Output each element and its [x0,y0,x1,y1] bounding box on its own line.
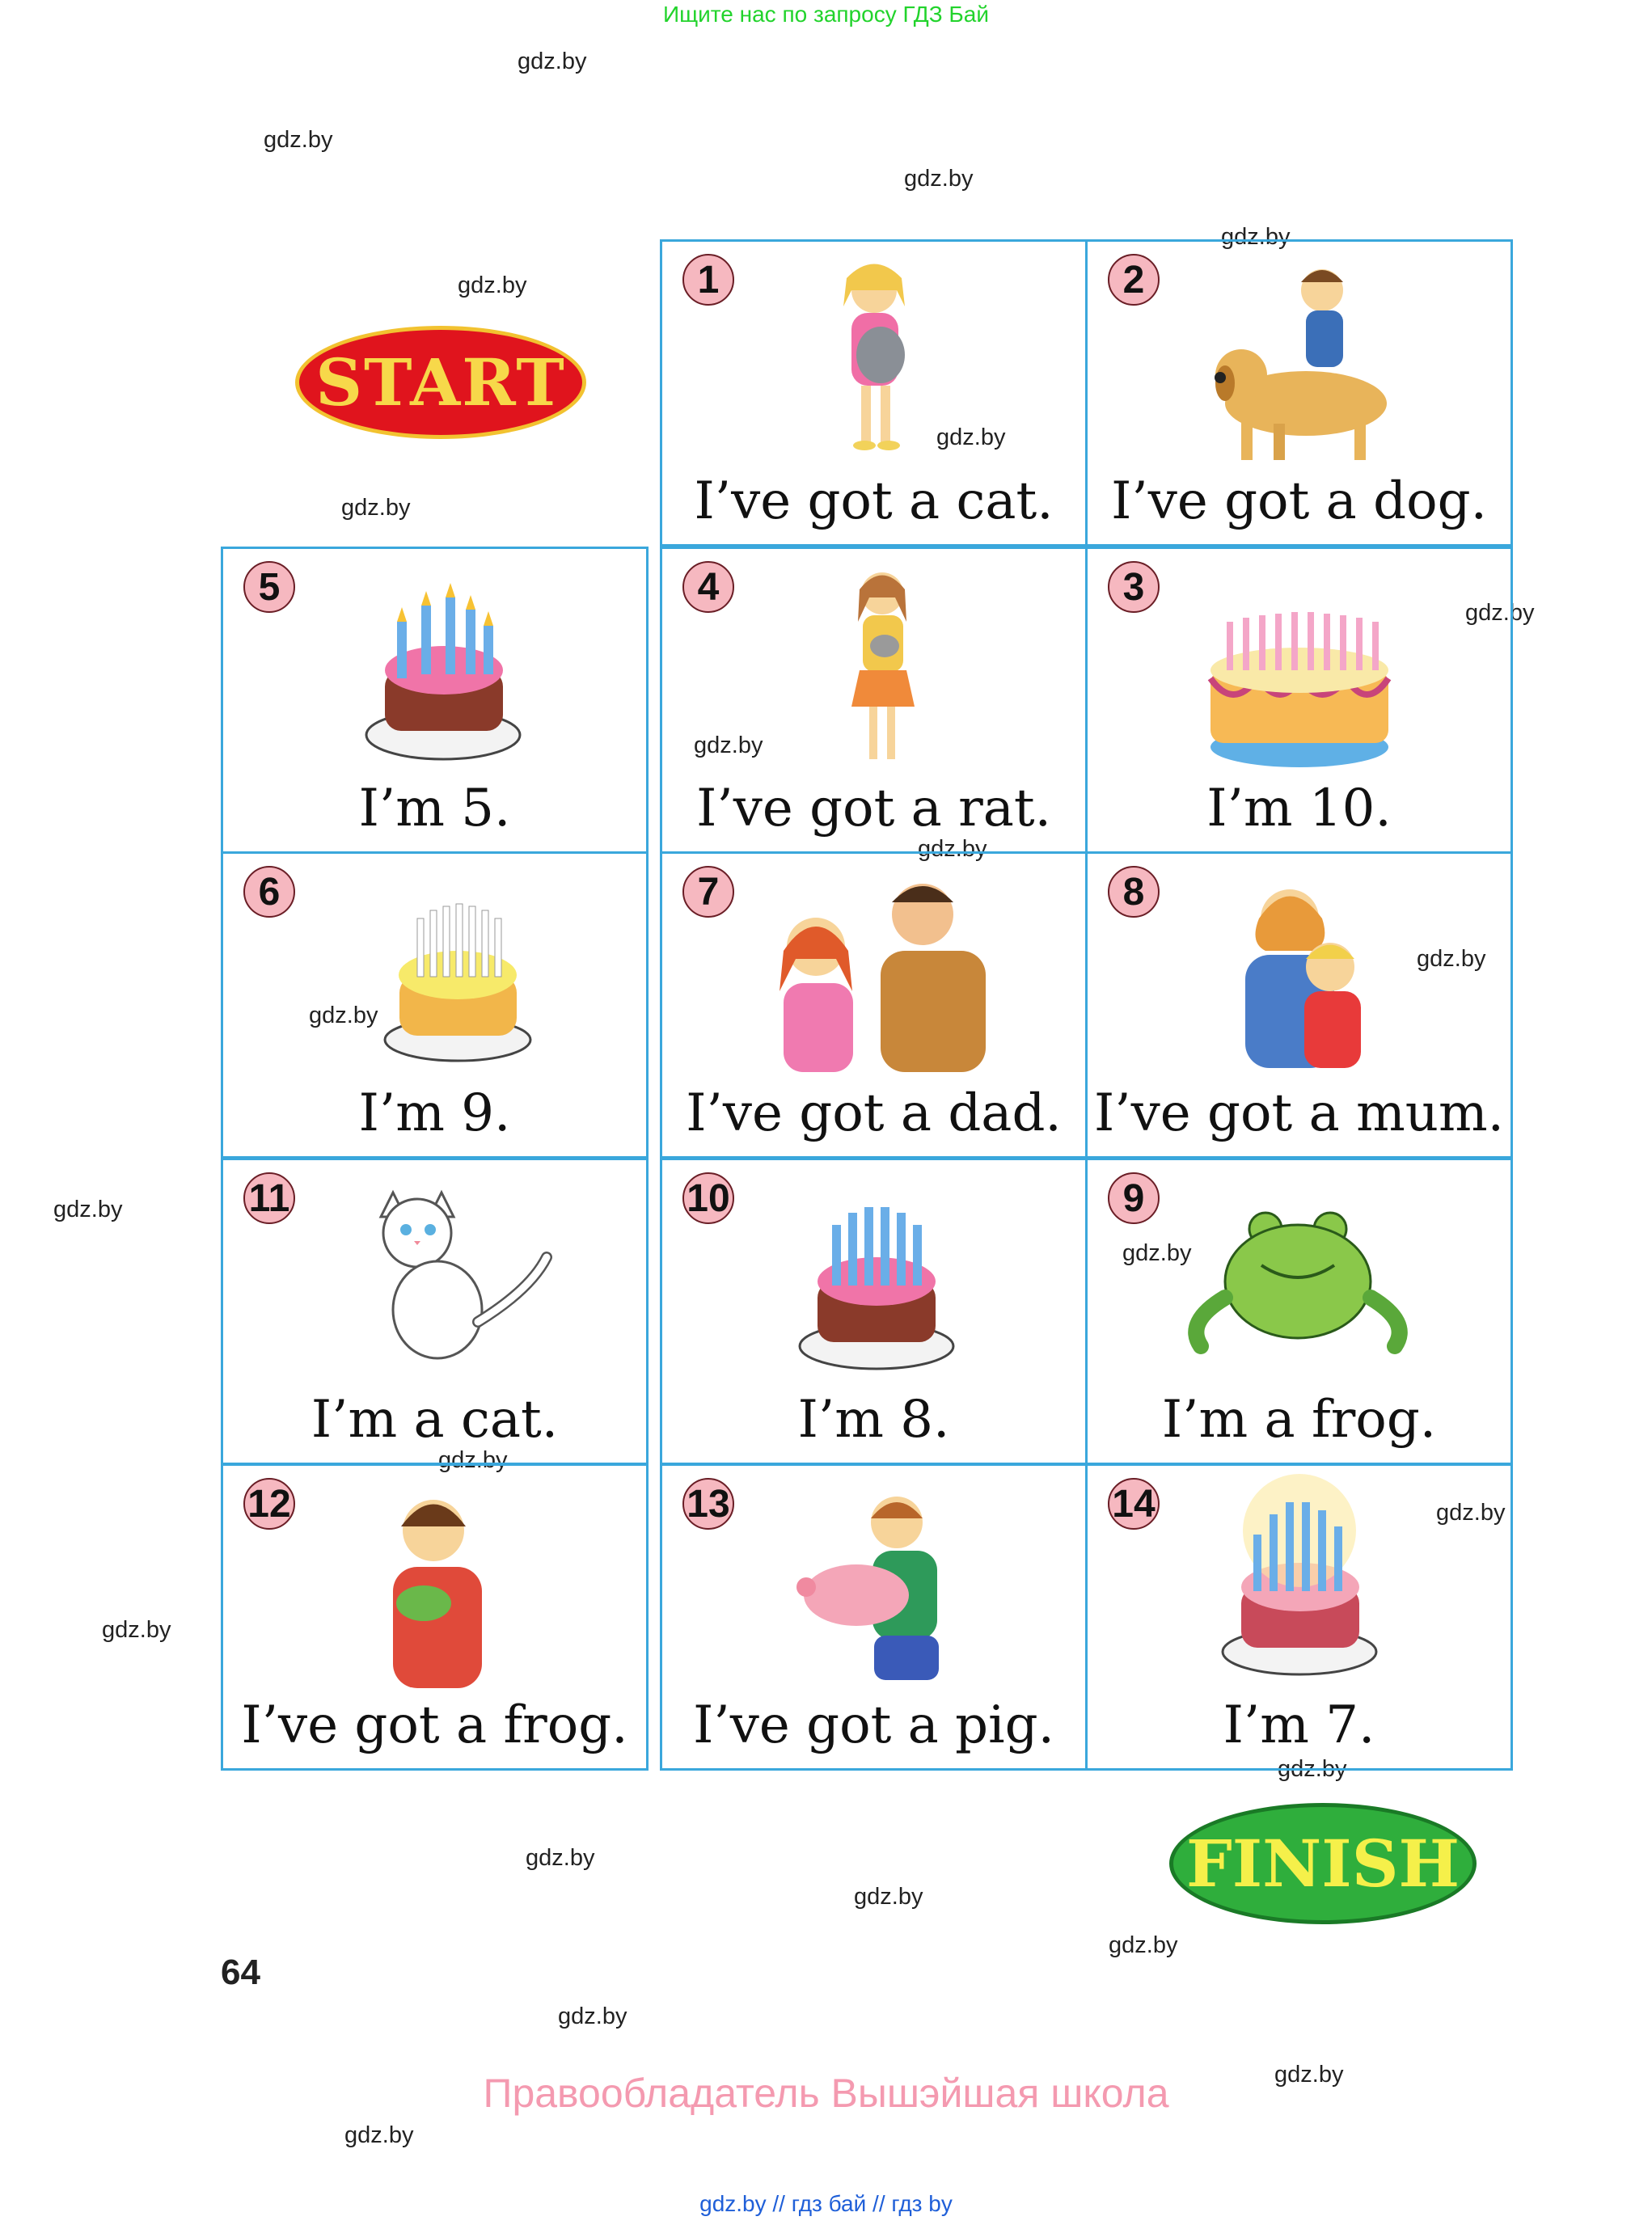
watermark: gdz.by [102,1617,171,1643]
start-oval [295,326,586,439]
top-banner[interactable]: Ищите нас по запросу ГДЗ Бай [662,2,990,27]
cell-number-badge: 7 [682,866,734,918]
start-label: START [315,344,566,420]
cell-10 [660,1158,1088,1465]
footer-links[interactable]: gdz.by // гдз бай // гдз by [699,2191,953,2216]
girl-with-dad-picture [662,854,1090,1096]
watermark: gdz.by [264,127,333,153]
girl-holding-cat-picture [662,242,1090,484]
cell-11 [221,1158,649,1465]
cell-caption: I’ve got a dad. [686,1083,1062,1143]
watermark: gdz.by [558,2003,627,2029]
finish-oval [1169,1803,1477,1924]
page-number: 64 [221,1953,260,1992]
cake-eight-candles-picture [662,1160,1090,1403]
watermark: gdz.by [904,166,974,192]
watermark: gdz.by [1417,946,1486,972]
frog-picture [1088,1160,1515,1403]
cell-caption: I’ve got a pig. [693,1695,1054,1755]
cell-7 [660,851,1088,1159]
cell-caption: I’ve got a mum. [1094,1083,1504,1143]
cake-seven-candles-picture [1088,1466,1515,1708]
cell-caption: I’m 7. [1223,1695,1375,1755]
cell-2 [1085,239,1513,547]
cell-3 [1085,547,1513,854]
cell-caption: I’ve got a dog. [1111,471,1487,531]
watermark: gdz.by [438,1447,508,1473]
watermark: gdz.by [53,1197,123,1222]
boy-with-mum-picture [1088,854,1515,1096]
watermark: gdz.by [1465,600,1535,626]
cell-caption: I’ve got a rat. [696,779,1051,838]
cell-caption: I’m a frog. [1161,1390,1437,1450]
boy-with-dog-picture [1088,242,1515,484]
cake-ten-candles-picture [1088,549,1515,792]
watermark: gdz.by [309,1003,378,1028]
watermark: gdz.by [1274,2062,1344,2088]
boy-holding-frog-picture [223,1466,651,1708]
cell-number-badge: 2 [1108,254,1160,306]
cell-number-badge: 9 [1108,1172,1160,1224]
cell-9 [1085,1158,1513,1465]
cell-number-badge: 11 [243,1172,295,1224]
cell-caption: I’m 8. [797,1390,950,1450]
cell-13 [660,1463,1088,1771]
watermark: gdz.by [936,424,1006,450]
cell-8 [1085,851,1513,1159]
cell-number-badge: 12 [243,1478,295,1530]
cell-number-badge: 4 [682,561,734,613]
girl-holding-rat-picture [662,549,1090,792]
cell-number-badge: 13 [682,1478,734,1530]
watermark: gdz.by [526,1845,595,1871]
watermark: gdz.by [1278,1756,1347,1782]
watermark: gdz.by [918,836,987,862]
cake-nine-candles-picture [223,854,651,1096]
watermark: gdz.by [458,272,527,298]
cell-number-badge: 8 [1108,866,1160,918]
cell-number-badge: 6 [243,866,295,918]
cake-five-candles-picture [223,549,651,792]
rights-holder: Правообладатель Вышэйшая школа [483,2071,1169,2116]
cell-caption: I’m 10. [1206,779,1392,838]
cell-number-badge: 1 [682,254,734,306]
cell-caption: I’m 5. [358,779,511,838]
finish-label: FINISH [1185,1826,1460,1902]
cell-5 [221,547,649,854]
watermark: gdz.by [344,2122,414,2148]
watermark: gdz.by [341,495,411,521]
boy-holding-pig-picture [662,1466,1090,1708]
cell-1 [660,239,1088,547]
cell-caption: I’m 9. [358,1083,511,1143]
cell-caption: I’ve got a frog. [241,1695,628,1755]
watermark: gdz.by [1109,1932,1178,1958]
white-cat-picture [223,1160,651,1403]
cell-14 [1085,1463,1513,1771]
cell-number-badge: 10 [682,1172,734,1224]
watermark: gdz.by [694,733,763,758]
cell-caption: I’m a cat. [311,1390,559,1450]
cell-caption: I’ve got a cat. [694,471,1054,531]
watermark: gdz.by [518,49,587,74]
watermark: gdz.by [854,1884,923,1910]
cell-number-badge: 5 [243,561,295,613]
watermark: gdz.by [1436,1500,1506,1526]
watermark: gdz.by [1221,224,1291,250]
cell-6 [221,851,649,1159]
cell-number-badge: 14 [1108,1478,1160,1530]
watermark: gdz.by [1122,1240,1192,1266]
cell-12 [221,1463,649,1771]
cell-number-badge: 3 [1108,561,1160,613]
cell-4 [660,547,1088,854]
